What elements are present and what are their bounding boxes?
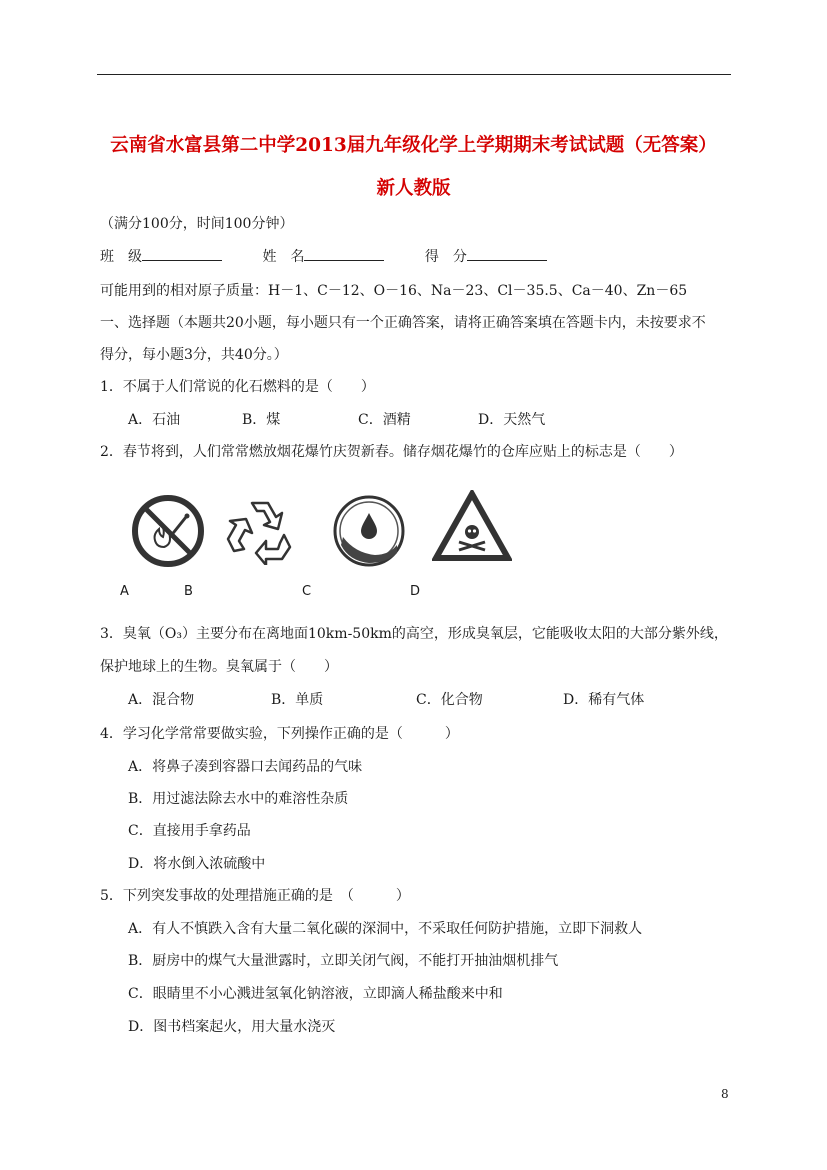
question-5-stem: 5．下列突发事故的处理措施正确的是 （ ） [100,888,410,904]
section1-instructions-line2: 得分，每小题3分，共40分。） [100,347,288,363]
question-3-option-d: D．稀有气体 [563,692,645,708]
question-1-stem: 1．不属于人们常说的化石燃料的是（ ） [100,379,375,395]
question-4-option-d: D．将水倒入浓硫酸中 [128,856,266,872]
question-1-option-a: A．石油 [128,412,181,428]
question-4-option-a: A．将鼻子凑到容器口去闻药品的气味 [128,759,363,775]
page-title-line2: 新人教版 [376,178,451,199]
class-field [100,246,222,266]
page-number: 8 [721,1087,729,1101]
exam-info: （满分100分，时间100分钟） [100,216,294,232]
sign-label-d: D [410,584,421,599]
sign-label-b: B [184,584,193,599]
question-4-stem: 4．学习化学常常要做实验，下列操作正确的是（ ） [100,726,459,742]
atomic-masses: 可能用到的相对原子质量：H－1、C－12、O－16、Na－23、Cl－35.5、Ca－40、Zn－65 [100,283,688,299]
student-fields [100,246,547,266]
question-3-option-c: C．化合物 [416,692,483,708]
question-2-stem: 2．春节将到，人们常常燃放烟花爆竹庆贺新春。储存烟花爆竹的仓库应贴上的标志是（ ） [100,444,683,460]
question-5-option-c: C．眼睛里不小心溅进氢氧化钠溶液，立即滴人稀盐酸来中和 [128,986,503,1002]
section1-instructions-line1: 一、选择题（本题共20小题，每小题只有一个正确答案，请将正确答案填在答题卡内，未按要求不 [100,315,706,331]
question-4-option-c: C．直接用手拿药品 [128,823,251,839]
question-3-option-a: A．混合物 [128,692,195,708]
page-title-line1: 云南省水富县第二中学2013届九年级化学上学期期末考试试题（无答案） [110,135,717,156]
name-field [262,246,384,266]
header-rule [97,74,731,75]
question-4-option-b: B．用过滤法除去水中的难溶性杂质 [128,791,349,807]
question-5-option-d: D．图书档案起火，用大量水浇灭 [128,1019,336,1035]
name-label: 姓 名 [262,249,305,265]
toxic-substance-sign-icon [432,490,512,562]
question-3-stem-line2: 保护地球上的生物。臭氧属于（ ） [100,659,338,675]
class-label: 班 级 [100,249,142,265]
water-saving-sign-icon [331,493,407,569]
question-1-option-c: C．酒精 [358,412,411,428]
name-blank[interactable] [304,248,384,261]
score-field [425,246,547,266]
sign-label-c: C [302,584,312,599]
score-label: 得 分 [424,249,467,265]
no-fire-sign-icon [130,493,206,569]
question-1-option-d: D．天然气 [478,412,546,428]
question-1-option-b: B．煤 [242,412,281,428]
question-3-option-b: B．单质 [271,692,324,708]
sign-label-a: A [120,584,129,599]
question-3-stem-line1: 3．臭氧（O₃）主要分布在离地面10km-50km的高空，形成臭氧层，它能吸收太阳的大部分紫外线， [100,626,728,642]
question-5-option-a: A．有人不慎跌入含有大量二氧化碳的深洞中，不采取任何防护措施，立即下洞救人 [128,921,643,937]
question-5-option-b: B．厨房中的煤气大量泄露时，立即关闭气阀，不能打开抽油烟机排气 [128,953,559,969]
recycle-sign-icon [224,495,296,565]
score-blank[interactable] [467,248,547,261]
class-blank[interactable] [142,248,222,261]
